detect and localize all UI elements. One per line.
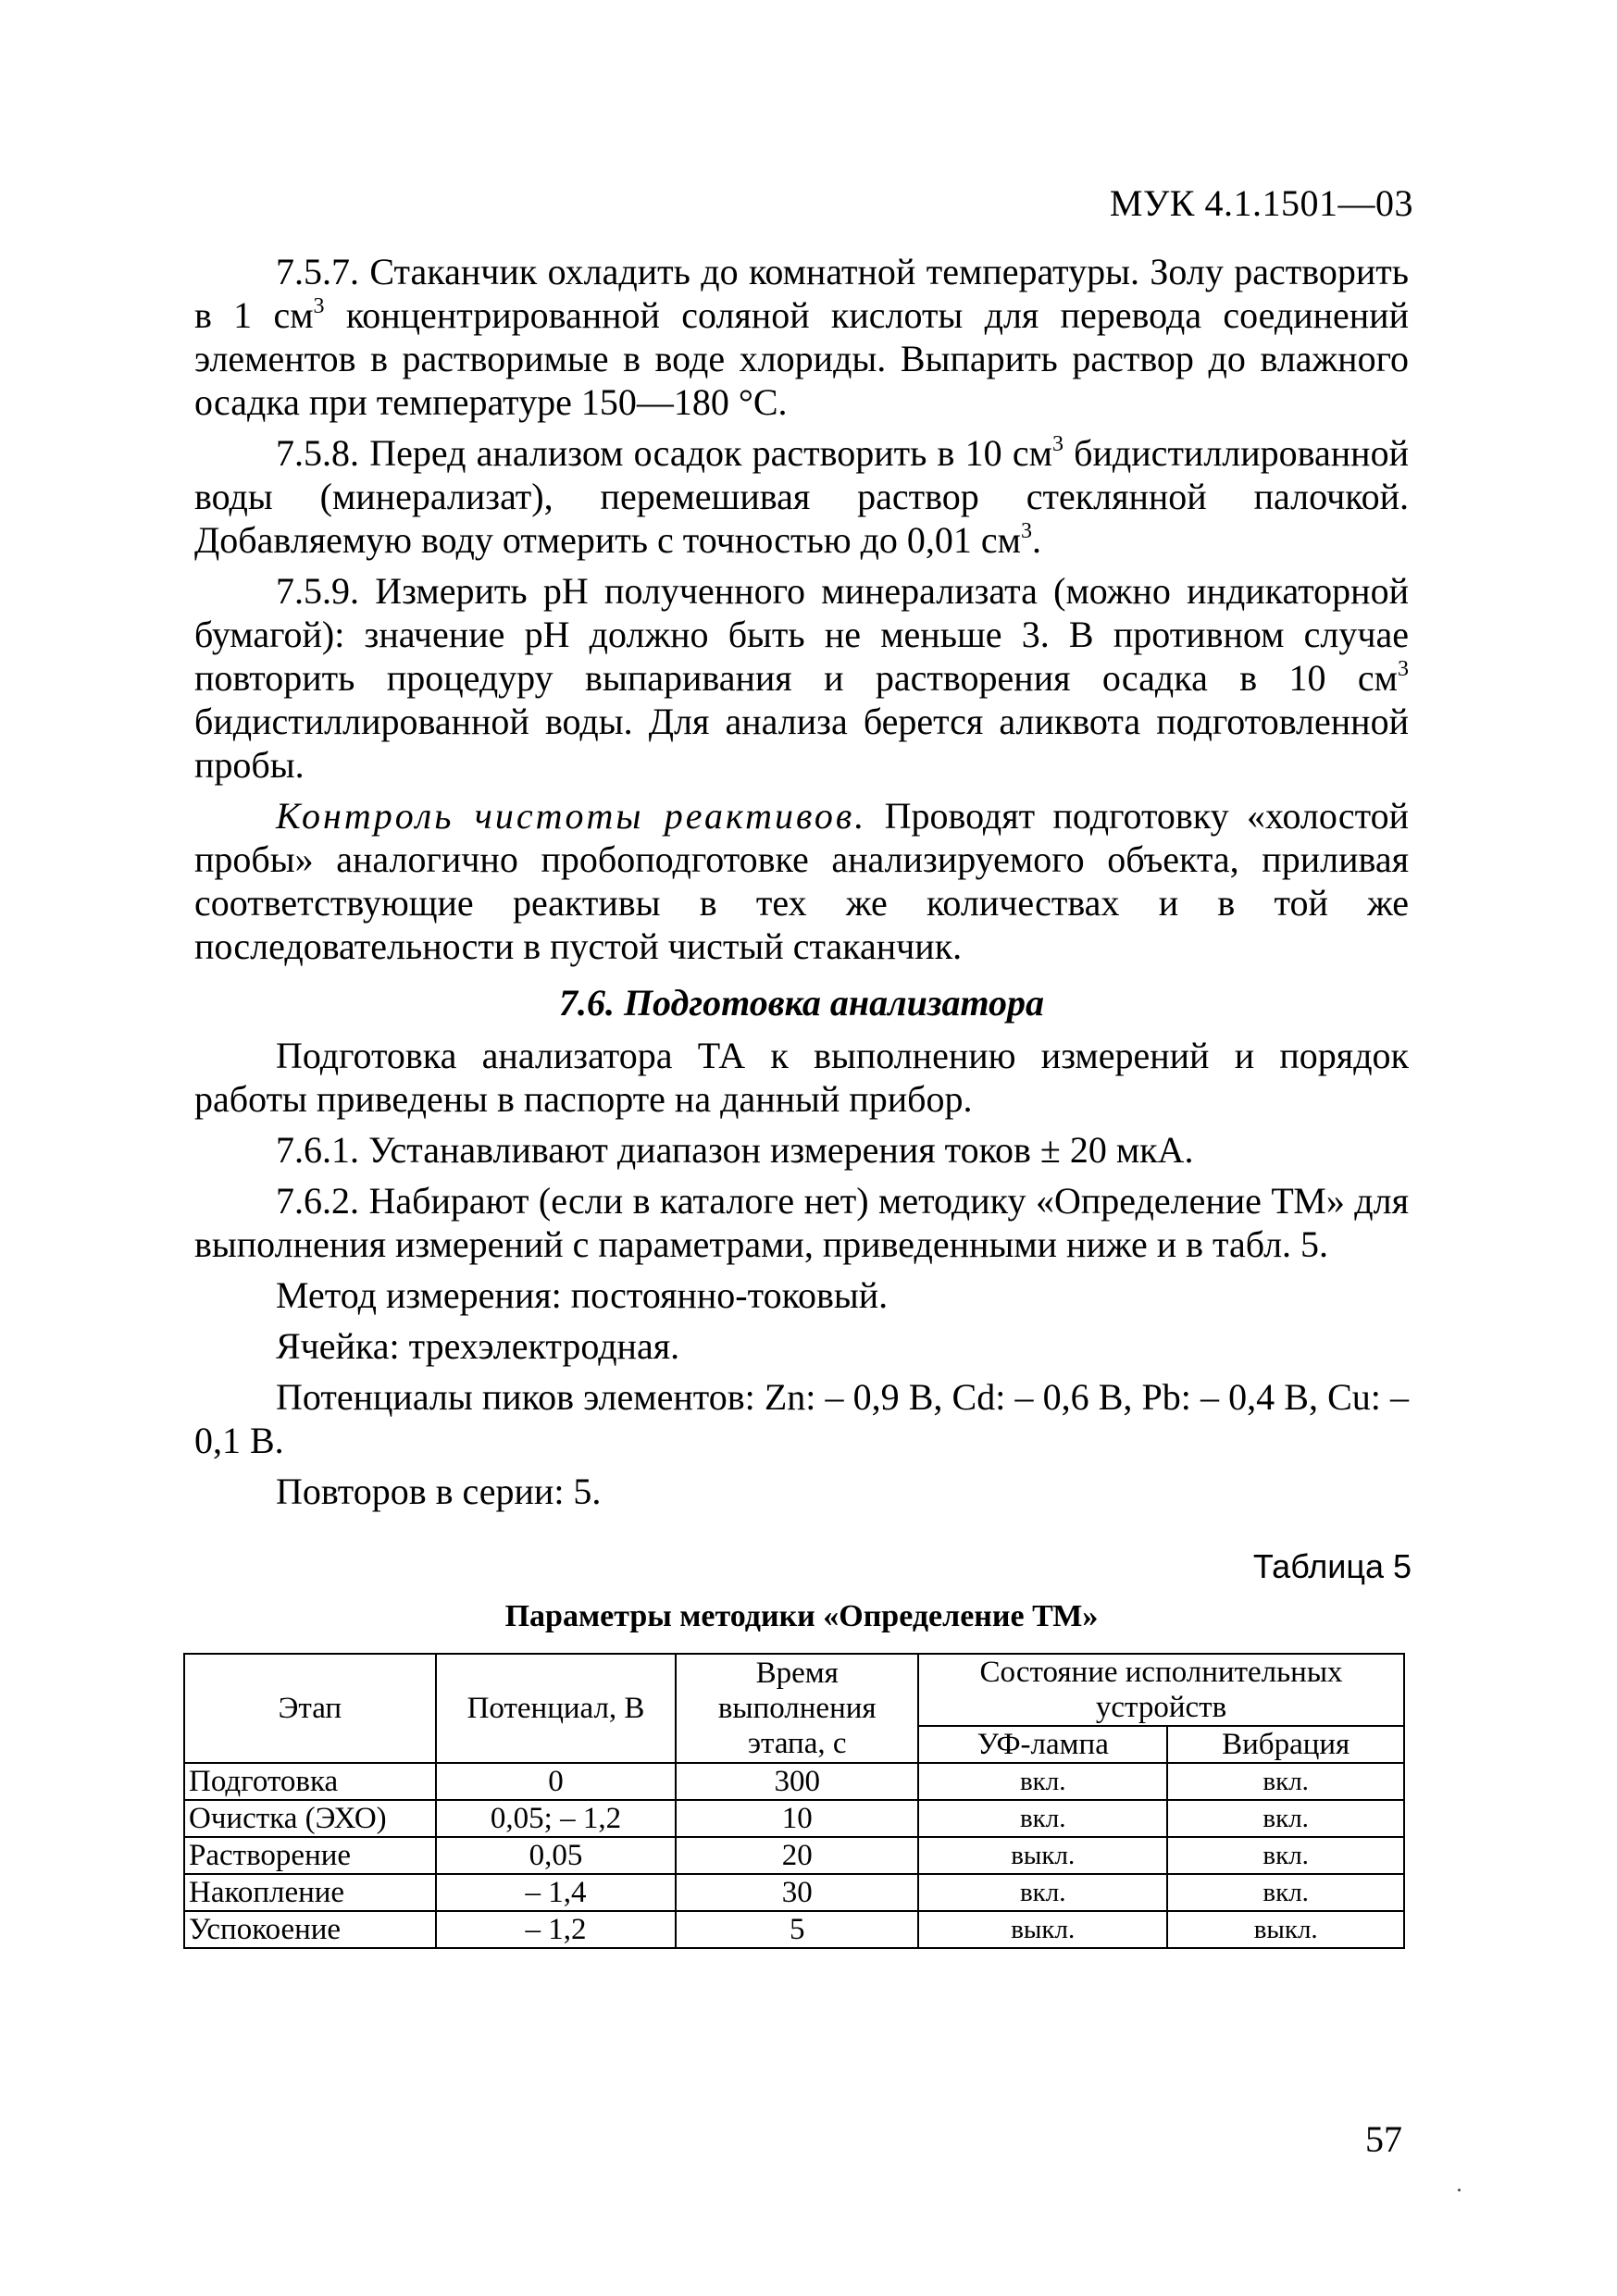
- parameters-table: [183, 1653, 1405, 1949]
- cell-potential: 0,05; – 1,2: [436, 1800, 677, 1837]
- table-row: [184, 1874, 1404, 1911]
- paragraph-reagent-control: Контроль чистоты реактивов. Проводят подготовку «холостой пробы» аналогично пробоподготовке анализируемого объекта, приливая соответствующие реактивы в тех же количествах и в той же последовательности в пустой чистый стаканчик.: [194, 795, 1409, 967]
- header-devices: Состояние исполнительных устройств: [918, 1654, 1404, 1726]
- cell-stage: Растворение: [184, 1837, 436, 1874]
- page-number: 57: [1365, 2118, 1402, 2160]
- reagent-control-heading: Контроль чистоты реактивов.: [276, 795, 867, 837]
- paragraph-repeats: Повторов в серии: 5.: [276, 1471, 602, 1512]
- table-row: [184, 1800, 1404, 1837]
- cell-vibration: вкл.: [1167, 1800, 1404, 1837]
- paragraph-7-6-1: 7.6.1. Устанавливают диапазон измерения токов ± 20 мкА.: [276, 1129, 1194, 1171]
- paragraph-method: Метод измерения: постоянно-токовый.: [276, 1274, 889, 1316]
- cell-stage: Накопление: [184, 1874, 436, 1911]
- cell-vibration: вкл.: [1167, 1837, 1404, 1874]
- cell-vibration: выкл.: [1167, 1911, 1404, 1948]
- table-row: [184, 1837, 1404, 1874]
- cell-stage: Подготовка: [184, 1763, 436, 1800]
- cell-uv: вкл.: [918, 1763, 1167, 1800]
- header-vibration: Вибрация: [1167, 1726, 1404, 1763]
- cell-stage: Очистка (ЭХО): [184, 1800, 436, 1837]
- cell-vibration: вкл.: [1167, 1874, 1404, 1911]
- table-row: [184, 1911, 1404, 1948]
- header-potential: Потенциал, В: [436, 1654, 677, 1763]
- document-code-header: МУК 4.1.1501—03: [1109, 182, 1413, 224]
- cell-time: 300: [676, 1763, 918, 1800]
- header-stage: Этап: [184, 1654, 436, 1763]
- cell-uv: выкл.: [918, 1911, 1167, 1948]
- table-row: [184, 1763, 1404, 1800]
- cell-uv: выкл.: [918, 1837, 1167, 1874]
- cell-uv: вкл.: [918, 1874, 1167, 1911]
- cell-time: 10: [676, 1800, 918, 1837]
- header-time: Время выполнения этапа, с: [676, 1654, 918, 1763]
- cell-potential: 0: [436, 1763, 677, 1800]
- paragraph-potentials: Потенциалы пиков элементов: Zn: – 0,9 В, Cd: – 0,6 В, Pb: – 0,4 В, Cu: – 0,1 В.: [194, 1376, 1409, 1461]
- cell-vibration: вкл.: [1167, 1763, 1404, 1800]
- paragraph-7-5-9: 7.5.9. Измерить рН полученного минерализата (можно индикаторной бумагой): значение рН должно быть не меньше 3. В противном случае повторить процедуру выпаривания и растворения осадка в 10 $см^3$ бидистиллированной воды. Для анализа берется аликвота подготовленной пробы.: [194, 570, 1409, 786]
- cell-potential: – 1,4: [436, 1874, 677, 1911]
- paragraph-7-5-8: 7.5.8. Перед анализом осадок растворить в 10 $см^3$ бидистиллированной воды (минерализат), перемешивая раствор стеклянной палочкой. Добавляемую воду отмерить с точностью до 0,01 $см^3$.: [194, 432, 1409, 561]
- paragraph-cell: Ячейка: трехэлектродная.: [276, 1325, 680, 1367]
- cell-time: 20: [676, 1837, 918, 1874]
- section-title-7-6: 7.6. Подготовка анализатора: [558, 982, 1045, 1024]
- cell-time: 5: [676, 1911, 918, 1948]
- body-text: [194, 250, 1409, 1513]
- paragraph-7-6-2: 7.6.2. Набирают (если в каталоге нет) методику «Определение ТМ» для выполнения измерений с параметрами, приведенными ниже и в табл. 5.: [194, 1180, 1409, 1265]
- cell-uv: вкл.: [918, 1800, 1167, 1837]
- cell-time: 30: [676, 1874, 918, 1911]
- cell-stage: Успокоение: [184, 1911, 436, 1948]
- table-label: Таблица 5: [1252, 1547, 1412, 1585]
- table-title: Параметры методики «Определение ТМ»: [504, 1599, 1099, 1633]
- cell-potential: 0,05: [436, 1837, 677, 1874]
- paragraph-analyzer-prep: Подготовка анализатора ТА к выполнению измерений и порядок работы приведены в паспорте на данный прибор.: [194, 1035, 1409, 1120]
- header-uv-lamp: УФ-лампа: [918, 1726, 1167, 1763]
- cell-potential: – 1,2: [436, 1911, 677, 1948]
- scan-speck: [1458, 2189, 1461, 2191]
- paragraph-7-5-7: 7.5.7. Стаканчик охладить до комнатной температуры. Золу растворить в 1 $см^3$ концентрированной соляной кислоты для перевода соединений элементов в растворимые в воде хлориды. Выпарить раствор до влажного осадка при температуре 150—180 °С.: [194, 251, 1409, 423]
